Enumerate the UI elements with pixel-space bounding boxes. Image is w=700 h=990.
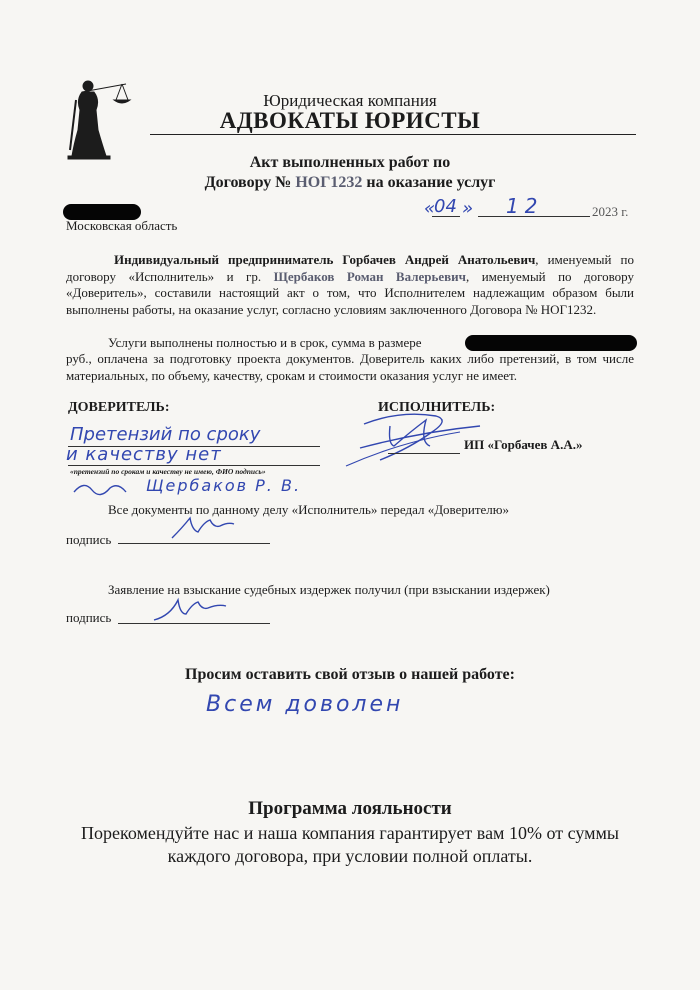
documents-signature-icon [168,508,238,544]
company-type: Юридическая компания [263,91,437,110]
client-handwritten-note-1: Претензий по сроку [70,424,261,445]
act-paragraph-1 [66,252,634,318]
region-text: Московская область [66,218,178,233]
documents-sign-label: подпись [66,532,112,547]
loyalty-text: Порекомендуйте нас и наша компания гарантирует вам 10% от суммы каждого договора, при условии полной оплаты. [81,823,619,866]
loyalty-title: Программа лояльности [248,798,452,819]
date-open-quote: « [424,198,436,219]
client-note-line-2 [68,465,320,466]
executor-full-name: Индивидуальный предприниматель Горбачев Андрей Анатольевич [114,252,536,267]
client-label: ДОВЕРИТЕЛЬ: [68,400,170,415]
date-day: 04 [434,196,457,217]
court-costs-signature-icon [150,590,230,626]
court-costs-sign-label: подпись [66,610,112,625]
paragraph-1-part-a: , именуемый по договору «Исполнитель» и гр. [66,252,634,284]
date-day-line [432,216,460,217]
paragraph-2-first-line: Услуги выполнены полностью и в срок, сумма в размере [108,335,422,350]
title-line-2 [0,173,700,193]
review-handwritten: Всем доволен [206,692,404,717]
client-full-name: Щербаков Роман Валерьевич [273,268,466,284]
title-suffix: на оказание услуг [366,174,496,191]
date-month-line [478,216,590,217]
paragraph-1-part-b: , именуемый по договору «Доверитель», составили настоящий акт о том, что Исполнителем надлежащим образом были выполнены работы, на оказание услуг, согласно условиям заключенного Договора № НОГ1232. [66,268,635,317]
review-title: Просим оставить свой отзыв о нашей работе: [185,666,515,683]
contract-number: НОГ1232 [295,174,363,191]
title-prefix: Договору № [204,174,292,191]
client-caption: «претензий по срокам и качеству не имею, ФИО подпись» [70,467,266,476]
date-field [420,196,660,222]
documents-transfer-text: Все документы по данному делу «Исполнитель» передал «Доверителю» [108,502,510,517]
executor-label: ИСПОЛНИТЕЛЬ: [378,400,496,415]
header-divider [150,134,636,135]
executor-sign-line [388,453,460,454]
client-signature-mark-icon [72,478,132,498]
court-costs-text: Заявление на взыскание судебных издержек получил (при взыскании издержек) [108,582,550,597]
document-title [0,153,700,193]
date-close-quote: » [462,198,474,219]
company-name: АДВОКАТЫ ЮРИСТЫ [219,108,481,133]
date-year: 2023 г. [592,204,629,219]
executor-name: ИП «Горбачев А.А.» [464,437,583,452]
date-month: 12 [506,194,544,218]
client-handwritten-name: Щербаков Р. В. [146,476,302,495]
title-line-1: Акт выполненных работ по [249,154,451,171]
paragraph-2-rest: руб., оплачена за подготовку проекта документов. Доверитель каких либо претензий, в том числе материальных, по объему, качеству, срокам и стоимости оказания услуг не имеет. [66,351,634,383]
client-handwritten-note-2: и качеству нет [66,444,222,465]
redacted-amount [465,335,637,351]
